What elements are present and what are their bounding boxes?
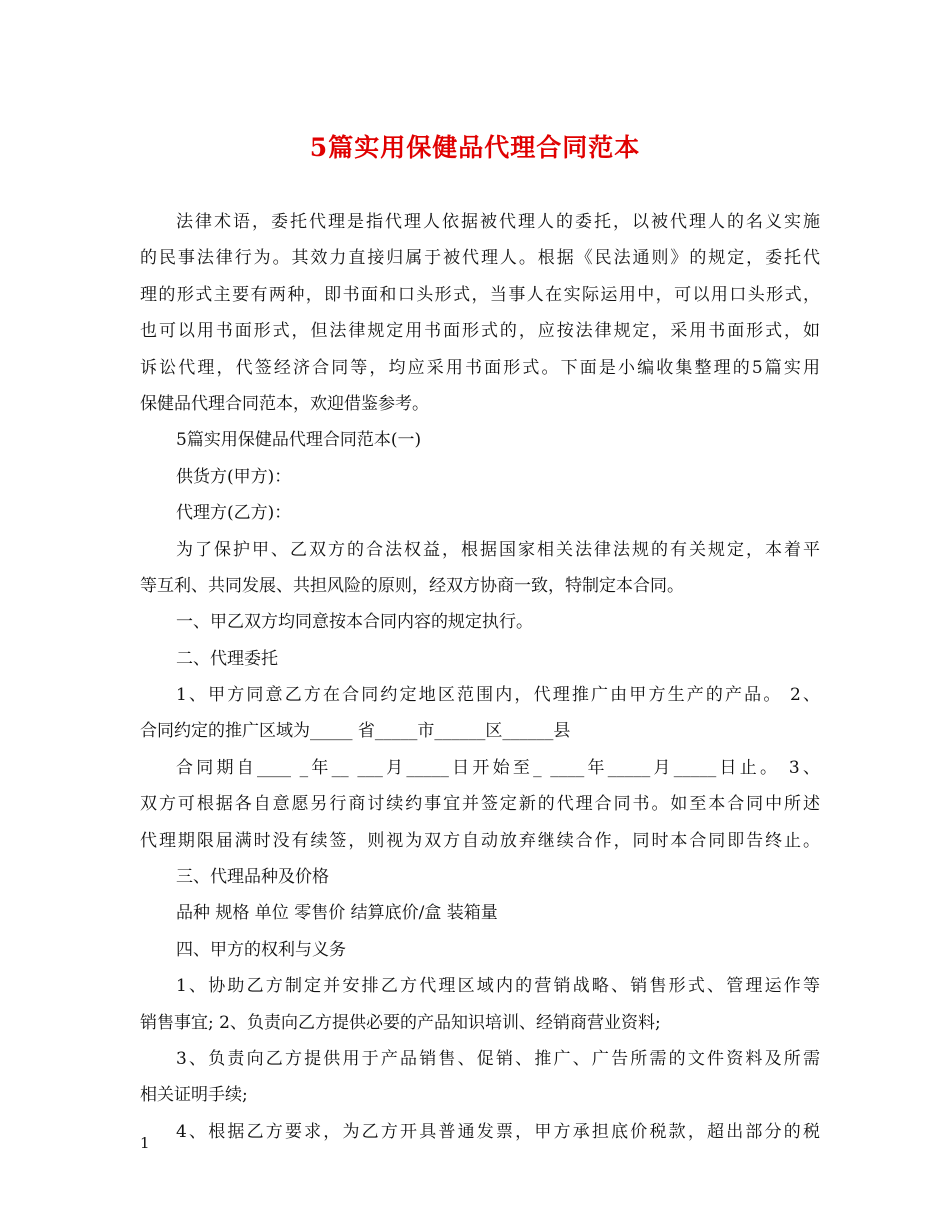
- text-line: 品种 规格 单位 零售价 结算底价/盒 装箱量: [176, 903, 498, 924]
- text-line: 三、代理品种及价格: [176, 867, 329, 888]
- text-line: 销售事宜; 2、负责向乙方提供必要的产品知识培训、经销商营业资料;: [140, 1012, 661, 1033]
- text-line: 一、甲乙双方均同意按本合同内容的规定执行。: [176, 612, 533, 633]
- text-line: 4、根据乙方要求，为乙方开具普通发票，甲方承担底价税款，超出部分的税: [176, 1121, 820, 1142]
- text-line: 1、甲方同意乙方在合同约定地区范围内，代理推广由甲方生产的产品。 2、: [176, 685, 820, 706]
- text-line: 保健品代理合同范本，欢迎借鉴参考。: [140, 393, 429, 414]
- text-line: 诉讼代理，代签经济合同等，均应采用书面形式。下面是小编收集整理的5篇实用: [140, 357, 820, 378]
- text-line: 1、协助乙方制定并安排乙方代理区域内的营销战略、销售形式、管理运作等: [176, 976, 820, 997]
- text-line: 理的形式主要有两种，即书面和口头形式，当事人在实际运用中，可以用口头形式，: [140, 284, 820, 305]
- text-line: 5篇实用保健品代理合同范本(一): [176, 430, 422, 451]
- text-line: 为了保护甲、乙双方的合法权益，根据国家相关法律法规的有关规定，本着平: [176, 539, 820, 560]
- page-number: 1: [140, 1134, 150, 1152]
- text-line: 相关证明手续;: [140, 1085, 248, 1106]
- text-line: 二、代理委托: [176, 648, 278, 669]
- text-line: 也可以用书面形式，但法律规定用书面形式的，应按法律规定，采用书面形式，如: [140, 321, 820, 342]
- text-line: 的民事法律行为。其效力直接归属于被代理人。根据《民法通则》的规定，委托代: [140, 248, 820, 269]
- text-line: 供货方(甲方)：: [176, 466, 292, 487]
- text-line: 合同约定的推广区域为_____ 省_____市______区______县: [140, 721, 571, 742]
- document-title: 5篇实用保健品代理合同范本: [309, 133, 641, 162]
- text-line: 合同期自____ _年__ ___月_____日开始至_ ____年_____月_____日止。 3、: [176, 757, 820, 778]
- text-line: 法律术语，委托代理是指代理人依据被代理人的委托，以被代理人的名义实施: [176, 212, 820, 232]
- document-body: [140, 204, 820, 1150]
- text-line: 代理期限届满时没有续签，则视为双方自动放弃继续合作，同时本合同即告终止。: [140, 830, 820, 851]
- text-line: 代理方(乙方)：: [176, 503, 292, 524]
- text-line: 双方可根据各自意愿另行商讨续约事宜并签定新的代理合同书。如至本合同中所述: [140, 794, 820, 815]
- text-line: 四、甲方的权利与义务: [176, 939, 346, 960]
- text-line: 等互利、共同发展、共担风险的原则，经双方协商一致，特制定本合同。: [140, 575, 684, 596]
- text-line: 3、负责向乙方提供用于产品销售、促销、推广、广告所需的文件资料及所需: [176, 1048, 820, 1069]
